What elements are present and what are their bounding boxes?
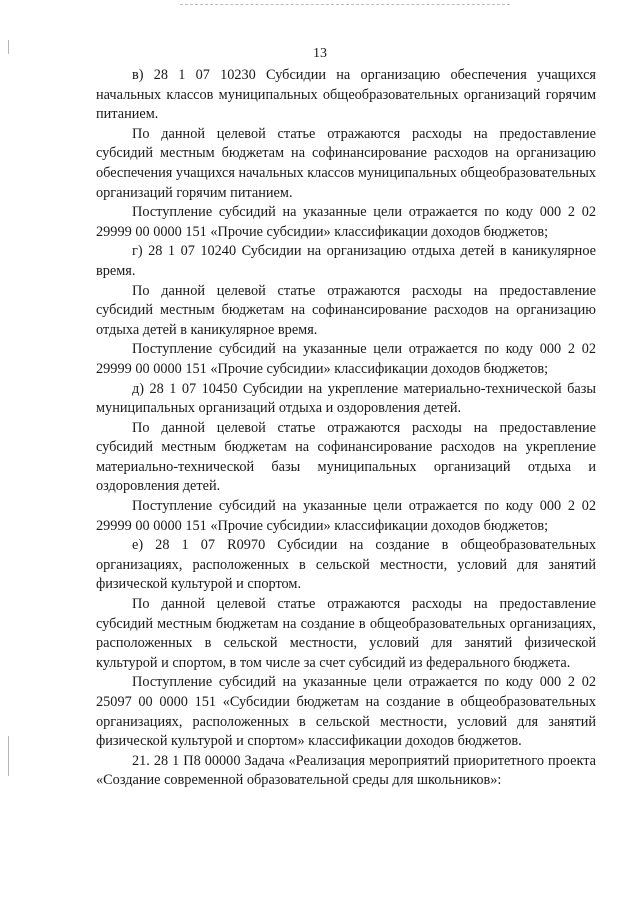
page-number: 13 [313,46,327,61]
scan-artifact-line [180,4,510,6]
paragraph: д) 28 1 07 10450 Субсидии на укрепление материально-технической базы муниципальных организаций отдыха и оздоровления детей. [96,380,596,417]
paragraph: г) 28 1 07 10240 Субсидии на организацию отдыха детей в каникулярное время. [96,243,596,279]
paragraph: По данной целевой статье отражаются расходы на предоставление субсидий местным бюджетам на софинансирование расходов на укрепление материально-технической базы муниципальных организаций отдыха и оздоровления детей. [96,419,596,495]
paragraph: По данной целевой статье отражаются расходы на предоставление субсидий местным бюджетам на создание в общеобразовательных организациях, расположенных в сельской местности, условий для занятий физической культурой и спортом, в том числе за счет субсидий из федерального бюджета. [96,596,596,671]
paragraph: е) 28 1 07 R0970 Субсидии на создание в общеобразовательных организациях, расположенных в сельской местности, условий для занятий физической культурой и спортом. [96,537,596,593]
paragraph: Поступление субсидий на указанные цели отражается по коду 000 2 02 29999 00 0000 151 «Прочие субсидии» классификации доходов бюджетов; [96,341,596,377]
paragraph: в) 28 1 07 10230 Субсидии на организацию обеспечения учащихся начальных классов муниципальных общеобразовательных организаций горячим питанием. [96,67,596,123]
paragraph: Поступление субсидий на указанные цели отражается по коду 000 2 02 29999 00 0000 151 «Прочие субсидии» классификации доходов бюджетов; [96,498,596,534]
paragraph: 21. 28 1 П8 00000 Задача «Реализация мероприятий приоритетного проекта «Создание современной образовательной среды для школьников»: [96,752,596,789]
paragraph: Поступление субсидий на указанные цели отражается по коду 000 2 02 29999 00 0000 151 «Прочие субсидии» классификации доходов бюджетов; [96,204,596,240]
paragraph: По данной целевой статье отражаются расходы на предоставление субсидий местным бюджетам на софинансирование расходов на организацию отдыха детей в каникулярное время. [96,282,596,338]
paragraph: По данной целевой статье отражаются расходы на предоставление субсидий местным бюджетам на софинансирование расходов на организацию обеспечения учащихся начальных классов муниципальных общеобразовательных организаций горячим питанием. [96,125,596,201]
scan-artifact-mark [8,736,9,776]
paragraph: Поступление субсидий на указанные цели отражается по коду 000 2 02 25097 00 0000 151 «Субсидии бюджетам на создание в общеобразовательных организациях, расположенных в сельской местности, условий для занятий физической культурой и спортом» классификации доходов бюджетов. [96,674,596,750]
document-body [96,66,596,791]
